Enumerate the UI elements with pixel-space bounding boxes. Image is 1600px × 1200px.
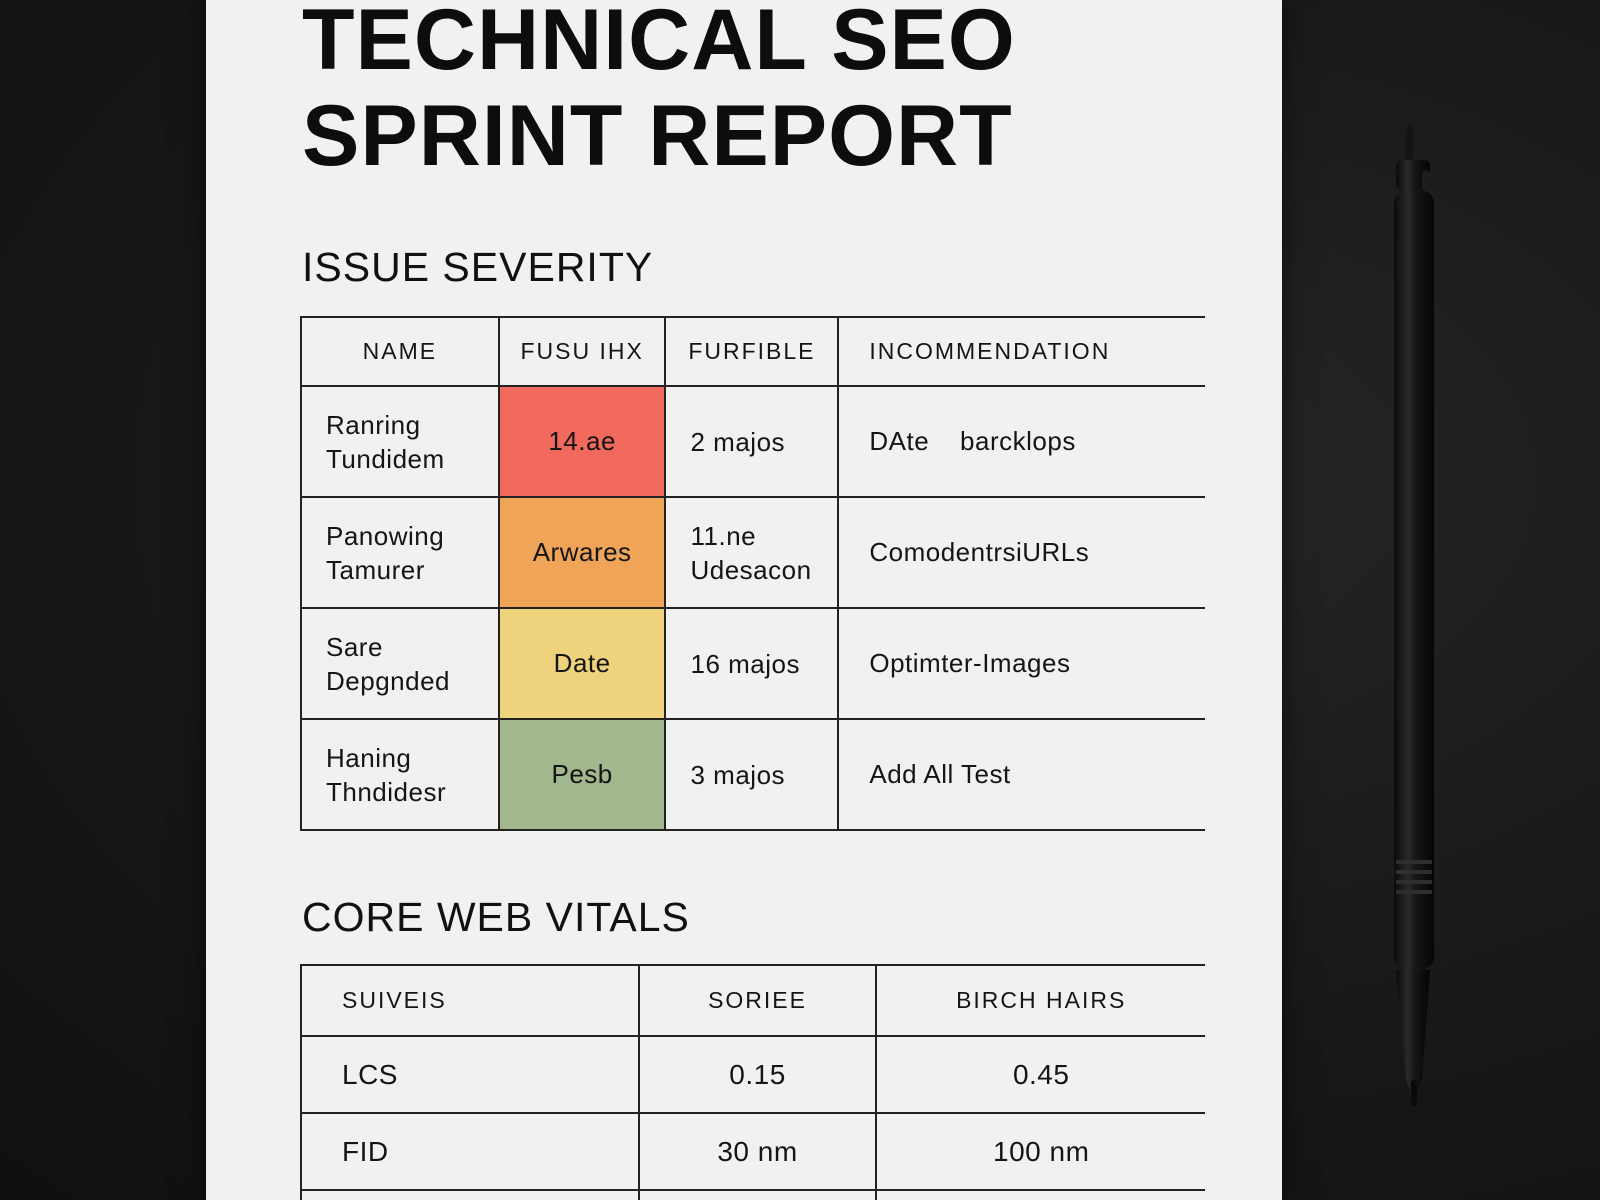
issue-name-line: Depgnded [326, 665, 450, 696]
metric-cell: LCS [301, 1036, 639, 1113]
column-header-threshold: BIRCH HAIRS [876, 965, 1205, 1036]
severity-cell: Arwares [499, 497, 666, 608]
table-row [301, 386, 1205, 497]
issue-name-line: Thndidesr [326, 776, 447, 807]
table-row [301, 1190, 1205, 1200]
fix-line: 11.ne [690, 520, 757, 551]
table-row [301, 497, 1205, 608]
pen-icon [1382, 120, 1462, 1120]
column-header-name: NAME [301, 317, 499, 386]
recommendation-cell: Optimter-Images [838, 608, 1205, 719]
issue-severity-table [300, 316, 1205, 831]
threshold-cell: 100 nm [876, 1113, 1205, 1190]
table-row [301, 719, 1205, 830]
report-page [206, 0, 1282, 1200]
report-title-line-2: SPRINT REPORT [302, 88, 1013, 184]
issue-name-line: Panowing [326, 520, 445, 551]
score-cell: 0.15 [639, 1036, 877, 1113]
fix-line: 2 majos [690, 426, 786, 457]
fix-cell [665, 608, 838, 719]
core-web-vitals-heading: CORE WEB VITALS [302, 894, 690, 940]
threshold-cell: 0.45 [876, 1036, 1205, 1113]
table-header-row [301, 965, 1205, 1036]
issue-name-cell [301, 608, 499, 719]
table-row [301, 1113, 1205, 1190]
table-row [301, 608, 1205, 719]
metric-cell: FID [301, 1113, 639, 1190]
fix-cell [665, 497, 838, 608]
column-header-metric: SUIVEIS [301, 965, 639, 1036]
issue-name-cell [301, 497, 499, 608]
report-title [302, 0, 1016, 184]
severity-cell: 14.ae [499, 386, 666, 497]
severity-cell: Pesb [499, 719, 666, 830]
issue-name-line: Tundidem [326, 443, 445, 474]
issue-name-cell [301, 386, 499, 497]
column-header-fix: FURFIBLE [665, 317, 838, 386]
column-header-recommendation: INCOMMENDATION [838, 317, 1205, 386]
fix-cell [665, 386, 838, 497]
score-cell: 30 nm [639, 1113, 877, 1190]
fix-line: Udesacon [690, 554, 812, 585]
issue-name-line: Haning [326, 742, 412, 773]
column-header-severity: FUSU IHX [499, 317, 666, 386]
issue-severity-heading: ISSUE SEVERITY [302, 244, 654, 290]
core-web-vitals-table [300, 964, 1205, 1200]
empty-cell [301, 1190, 639, 1200]
issue-name-line: Ranring [326, 409, 421, 440]
issue-name-line: Sare [326, 631, 383, 662]
fix-line: 3 majos [690, 759, 786, 790]
empty-cell [639, 1190, 877, 1200]
empty-cell [876, 1190, 1205, 1200]
issue-name-line: Tamurer [326, 554, 425, 585]
fix-cell [665, 719, 838, 830]
report-title-line-1: TECHNICAL SEO [302, 0, 1016, 88]
column-header-score: SORIEE [639, 965, 877, 1036]
fix-line: 16 majos [690, 648, 800, 679]
severity-cell: Date [499, 608, 666, 719]
recommendation-cell: ComodentrsiURLs [838, 497, 1205, 608]
table-row [301, 1036, 1205, 1113]
table-header-row [301, 317, 1205, 386]
recommendation-cell: DAte barcklops [838, 386, 1205, 497]
recommendation-cell: Add All Test [838, 719, 1205, 830]
issue-name-cell [301, 719, 499, 830]
